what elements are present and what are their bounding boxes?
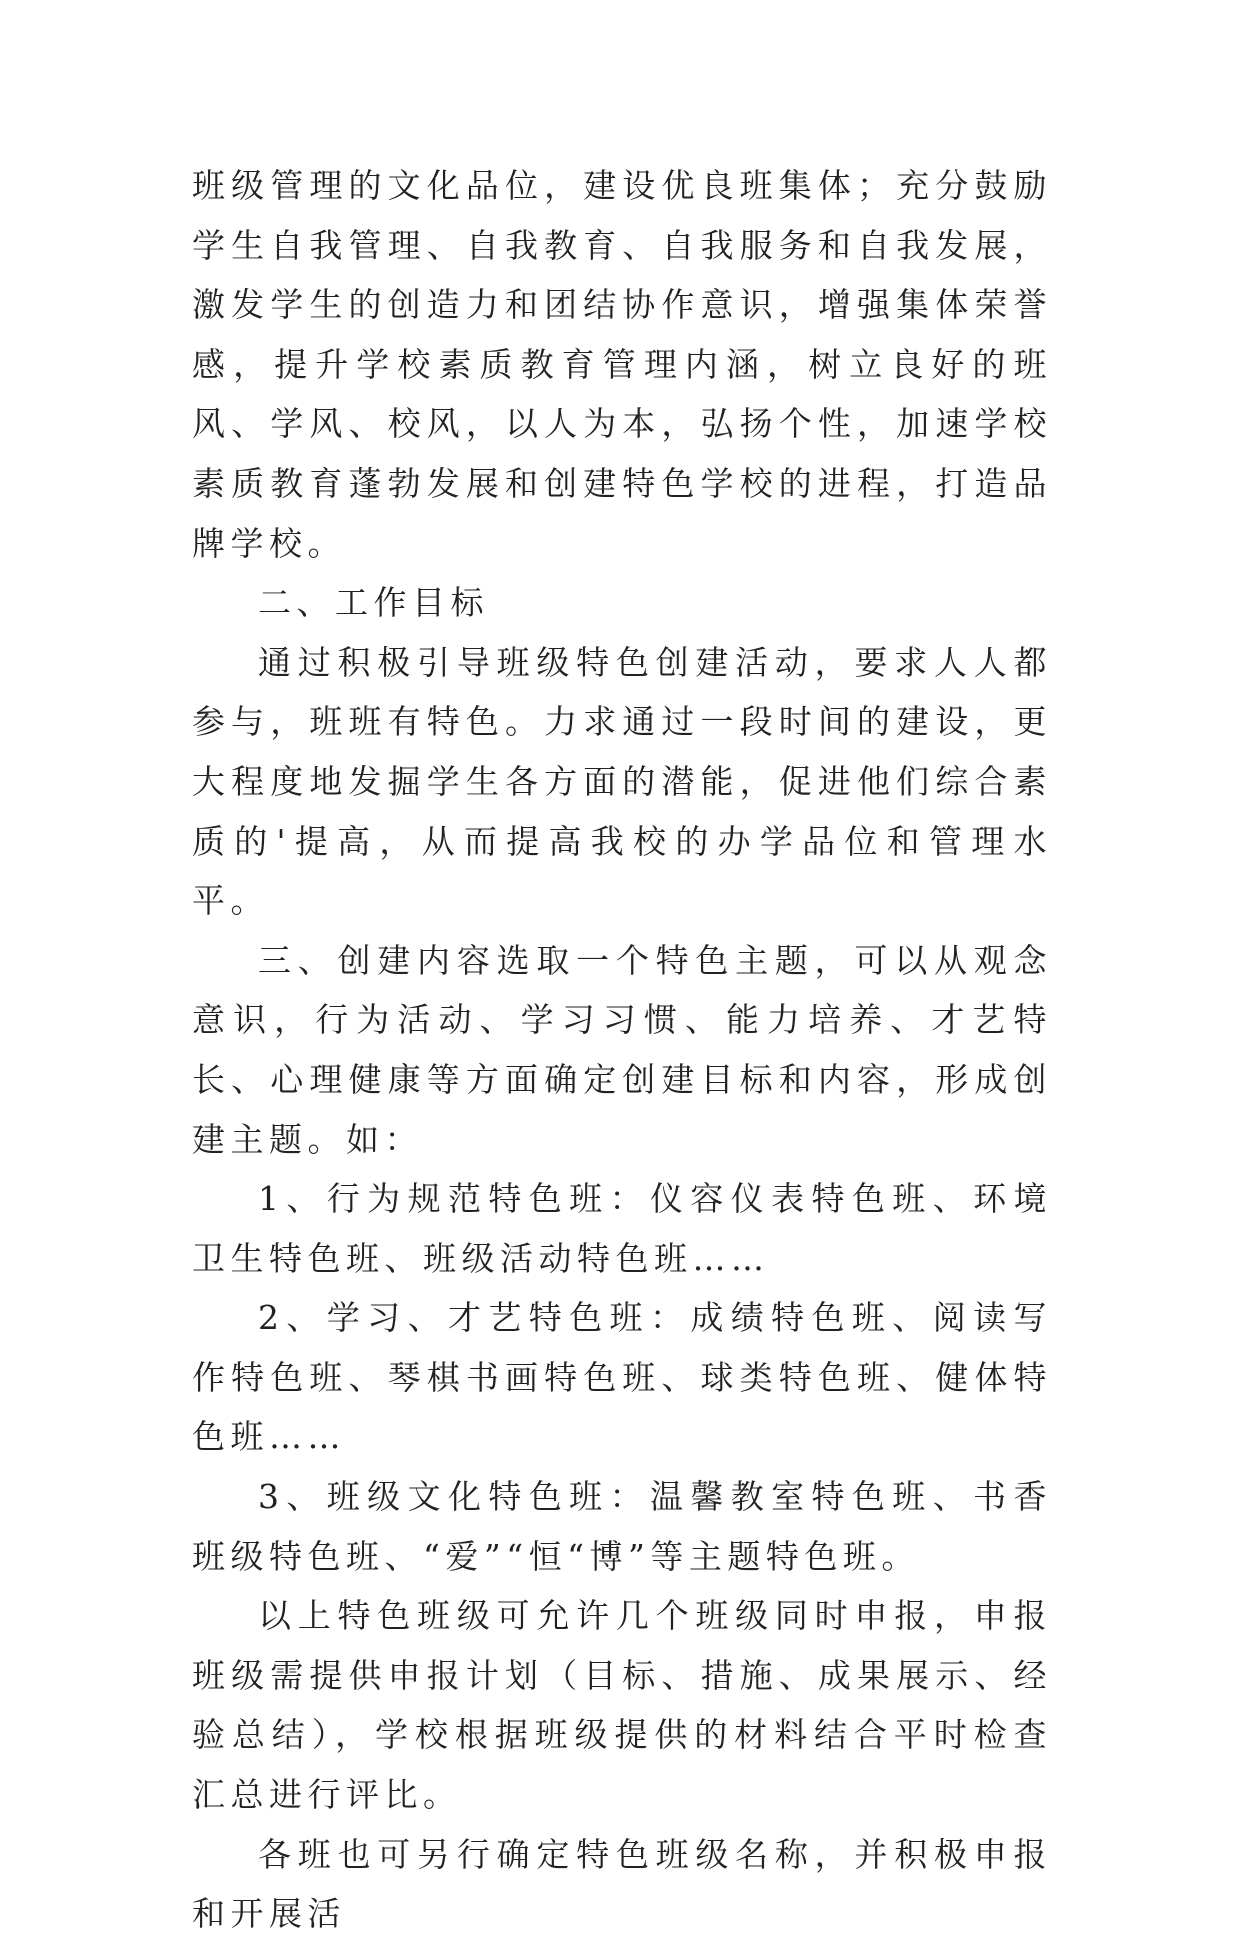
section-heading-work-goals: 二、工作目标 [258,583,489,623]
paragraph-intro-continued: 班级管理的文化品位，建设优良班集体；充分鼓励学生自我管理、自我教育、自我服务和自我发展，激发学生的创造力和团结协作意识，增强集体荣誉感，提升学校素质教育管理内涵，树立良好的班风、学风、校风，以人为本，弘扬个性，加速学校素质教育蓬勃发展和创建特色学校的进程，打造品牌学校。 [192,166,1052,563]
document-body [192,156,1052,1944]
paragraph-work-goals: 通过积极引导班级特色创建活动，要求人人都参与，班班有特色。力求通过一段时间的建设，更大程度地发掘学生各方面的潜能，促进他们综合素质的'提高，从而提高我校的办学品位和管理水平。 [192,642,1052,921]
paragraph-application: 以上特色班级可允许几个班级同时申报，申报班级需提供申报计划（目标、措施、成果展示、经验总结），学校根据班级提供的材料结合平时检查汇总进行评比。 [192,1596,1052,1815]
list-item-study-arts-class: 2、学习、才艺特色班：成绩特色班、阅读写作特色班、琴棋书画特色班、球类特色班、健体特色班…… [192,1298,1052,1457]
paragraph-other-names: 各班也可另行确定特色班级名称，并积极申报和开展活 [192,1834,1052,1934]
list-item-culture-class: 3、班级文化特色班：温馨教室特色班、书香班级特色班、“爱”“恒“博”等主题特色班。 [192,1477,1052,1576]
list-item-behavior-class: 1、行为规范特色班：仪容仪表特色班、环境卫生特色班、班级活动特色班…… [192,1179,1052,1278]
paragraph-creation-content: 三、创建内容选取一个特色主题，可以从观念意识，行为活动、学习习惯、能力培养、才艺特长、心理健康等方面确定创建目标和内容，形成创建主题。如： [192,940,1052,1159]
